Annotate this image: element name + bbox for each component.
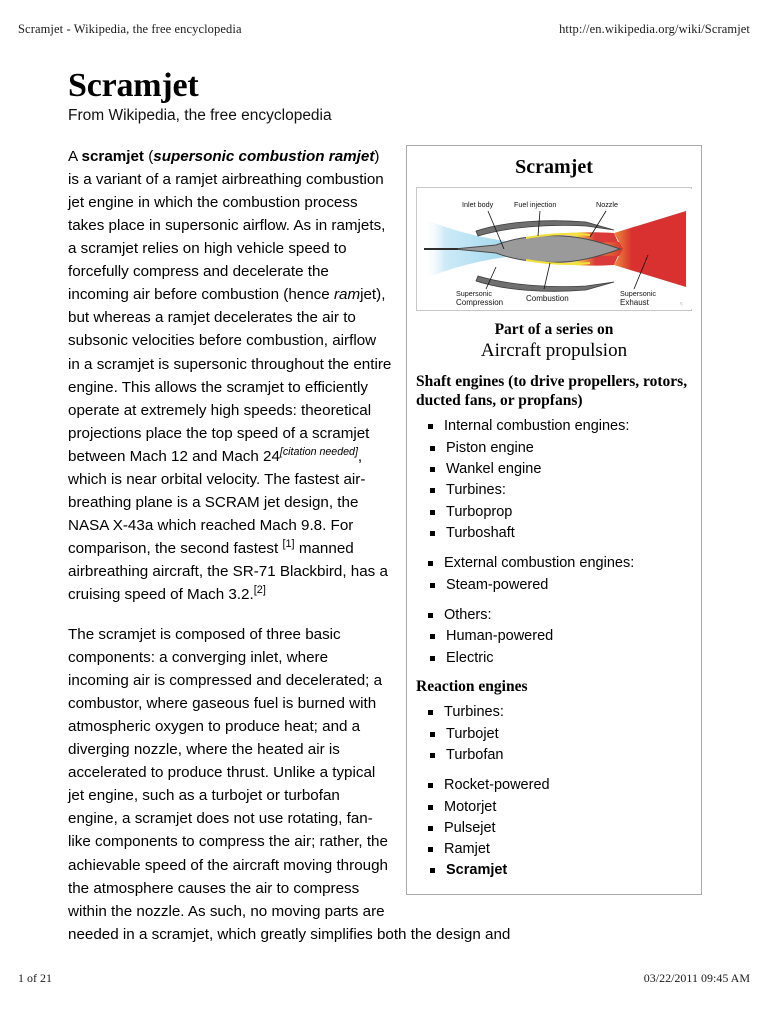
square-bullet-icon [428,613,433,618]
infobox-aircraft-propulsion [406,145,702,895]
square-bullet-icon [428,783,433,788]
square-bullet-icon [430,753,435,758]
infobox-list-item[interactable] [416,523,692,544]
infobox-section-shaft-engines-heading: Shaft engines (to drive propellers, rotors, ducted fans, or propfans) [416,372,688,410]
infobox-list-item-label: Piston engine [446,439,534,456]
infobox-sublist [416,626,692,669]
p1-term-expansion: supersonic combustion ramjet [153,147,375,165]
infobox-list-item-label: External combustion engines: [444,555,635,572]
infobox-list-item-label: Turbojet [446,725,499,742]
square-bullet-icon [430,634,435,639]
print-timestamp: 03/22/2011 09:45 AM [643,971,750,985]
infobox-list-item[interactable] [416,860,692,881]
infobox-series-prefix: Part of a series on [494,320,614,338]
infobox-series-name: Aircraft propulsion [480,339,628,361]
infobox-section-reaction-engines-heading: Reaction engines [416,677,528,695]
infobox-list-item-label: Turbines: [444,704,504,721]
citation-needed-marker[interactable]: [citation needed] [279,445,358,458]
print-footer [18,971,750,986]
paragraph-components: The scramjet is composed of three basic components: a converging inlet, where incoming air is compressed and decelerated; a combustor, where gaseous fuel is burned with atmospheric oxygen to produce heat; and a diverging nozzle, where the heated air is accelerated to produce thrust. Unlike a typical jet engine, such as a turbojet or turbofan engine, a scramjet does not use rotating, fan-like components to compress the air; rather, the achievable speed of the aircraft moving through the atmosphere causes the air to compress within the nozzle. As such, no moving parts are needed in a scramjet, which greatly simplifies both the design and [68,625,511,943]
infobox-list-item[interactable] [416,724,692,745]
infobox-list-item[interactable] [416,438,692,459]
square-bullet-icon [428,710,433,715]
infobox-list-item-label: Motorjet [444,798,497,815]
infobox-list-item[interactable] [416,702,692,723]
diagram-label-supersonic-exhaust-1: Supersonic [620,288,656,298]
article-tagline: From Wikipedia, the free encyclopedia [68,106,332,124]
diagram-label-combustion: Combustion [526,293,569,303]
reference-marker-1[interactable]: [1] [282,538,295,551]
square-bullet-icon [430,467,435,472]
diagram-label-supersonic-compression-2: Compression [456,297,504,307]
infobox-list-item-label: Scramjet [446,862,508,879]
infobox-sublist [416,724,692,767]
diagram-label-supersonic-compression-1: Supersonic [456,288,492,298]
p1-seg-e: , which is near orbital velocity. The fastest air-breathing plane is a SCRAM jet design, the NASA X-43a which reached Mach 9.8. For comparison, the second fastest [68,447,366,558]
infobox-list-item-label: Internal combustion engines: [444,418,630,435]
infobox-list-item[interactable] [416,553,692,574]
infobox-sublist [416,575,692,596]
diagram-label-inlet-body: Inlet body [462,199,494,209]
square-bullet-icon [430,583,435,588]
scramjet-diagram-frame[interactable] [416,187,692,311]
infobox-list-reaction-engines [416,702,692,882]
infobox-list-item[interactable] [416,459,692,480]
square-bullet-icon [428,561,433,566]
square-bullet-icon [430,488,435,493]
infobox-sublist [416,860,692,881]
infobox-title: Scramjet [515,155,593,178]
infobox-list-shaft-engines [416,416,692,668]
reference-marker-2[interactable]: [2] [253,584,266,597]
infobox-list-item-label: Steam-powered [446,576,549,593]
p1-seg-f: manned airbreathing aircraft, the SR-71 Blackbird, has a cruising speed of Mach 3.2. [68,540,388,604]
print-header [18,22,750,40]
page-title: Scramjet [68,67,199,104]
infobox-list-item-label: Turbines: [446,482,506,499]
scramjet-diagram [418,189,694,309]
infobox-list-item-label: Wankel engine [446,461,542,478]
infobox-list-item-label: Pulsejet [444,819,496,836]
p1-seg-b: ( [144,147,154,165]
infobox-list-item-label: Others: [444,606,492,623]
infobox-list-item-label: Electric [446,649,494,666]
infobox-list-item-label: Turbofan [446,746,504,763]
infobox-list-item-label: Rocket-powered [444,777,550,794]
p1-term-scramjet: scramjet [81,147,144,165]
square-bullet-icon [428,847,433,852]
infobox-list-item[interactable] [416,818,692,839]
square-bullet-icon [430,510,435,515]
diagram-label-fuel-injection: Fuel injection [514,199,557,209]
infobox-list-item[interactable] [416,575,692,596]
p1-seg-a: A [68,147,82,165]
infobox-list-item[interactable] [416,605,692,626]
square-bullet-icon [428,424,433,429]
article-body [68,68,702,962]
diagram-watermark: ʸⱼ [680,300,683,307]
infobox-list-item-label: Human-powered [446,628,554,645]
print-header-title: Scramjet - Wikipedia, the free encyclopedia [18,22,242,36]
infobox-list-item[interactable] [416,745,692,766]
p1-term-ram: ram [333,286,361,304]
square-bullet-icon [430,868,435,873]
square-bullet-icon [428,826,433,831]
infobox-list-item[interactable] [416,648,692,669]
infobox-list-item-label: Turboshaft [446,525,515,541]
infobox-list-item-label: Ramjet [444,841,490,858]
infobox-sublist [416,502,692,545]
print-header-url: http://en.wikipedia.org/wiki/Scramjet [559,22,750,36]
infobox-sublist [416,438,692,545]
square-bullet-icon [430,531,435,536]
square-bullet-icon [428,805,433,810]
infobox-list-item[interactable] [416,626,692,647]
diagram-label-nozzle: Nozzle [596,199,618,209]
square-bullet-icon [430,732,435,737]
infobox-list-item[interactable] [416,797,692,818]
infobox-list-item[interactable] [416,416,692,437]
infobox-list-item[interactable] [416,502,692,523]
infobox-list-item[interactable] [416,480,692,501]
square-bullet-icon [430,446,435,451]
p1-seg-d: jet), but whereas a ramjet decelerates the air to subsonic velocities before combustion, airflow in a scramjet is supersonic throughout the entire engine. This allows the scramjet to efficiently operate at extremely high speeds: theoretical projections place the top speed of a scramjet between Mach 12 and Mach 24 [68,286,392,465]
page-number: 1 of 21 [18,971,52,985]
p1-seg-c: ) is a variant of a ramjet airbreathing combustion jet engine in which the combustion process takes place in supersonic airflow. As in ramjets, a scramjet relies on high vehicle speed to forcefully compress and decelerate the incoming air before combustion (hence [68,147,386,304]
infobox-list-item-label: Turboprop [446,503,513,520]
square-bullet-icon [430,656,435,661]
infobox-list-item[interactable] [416,839,692,860]
diagram-label-supersonic-exhaust-2: Exhaust [620,297,649,307]
infobox-list-item[interactable] [416,775,692,796]
